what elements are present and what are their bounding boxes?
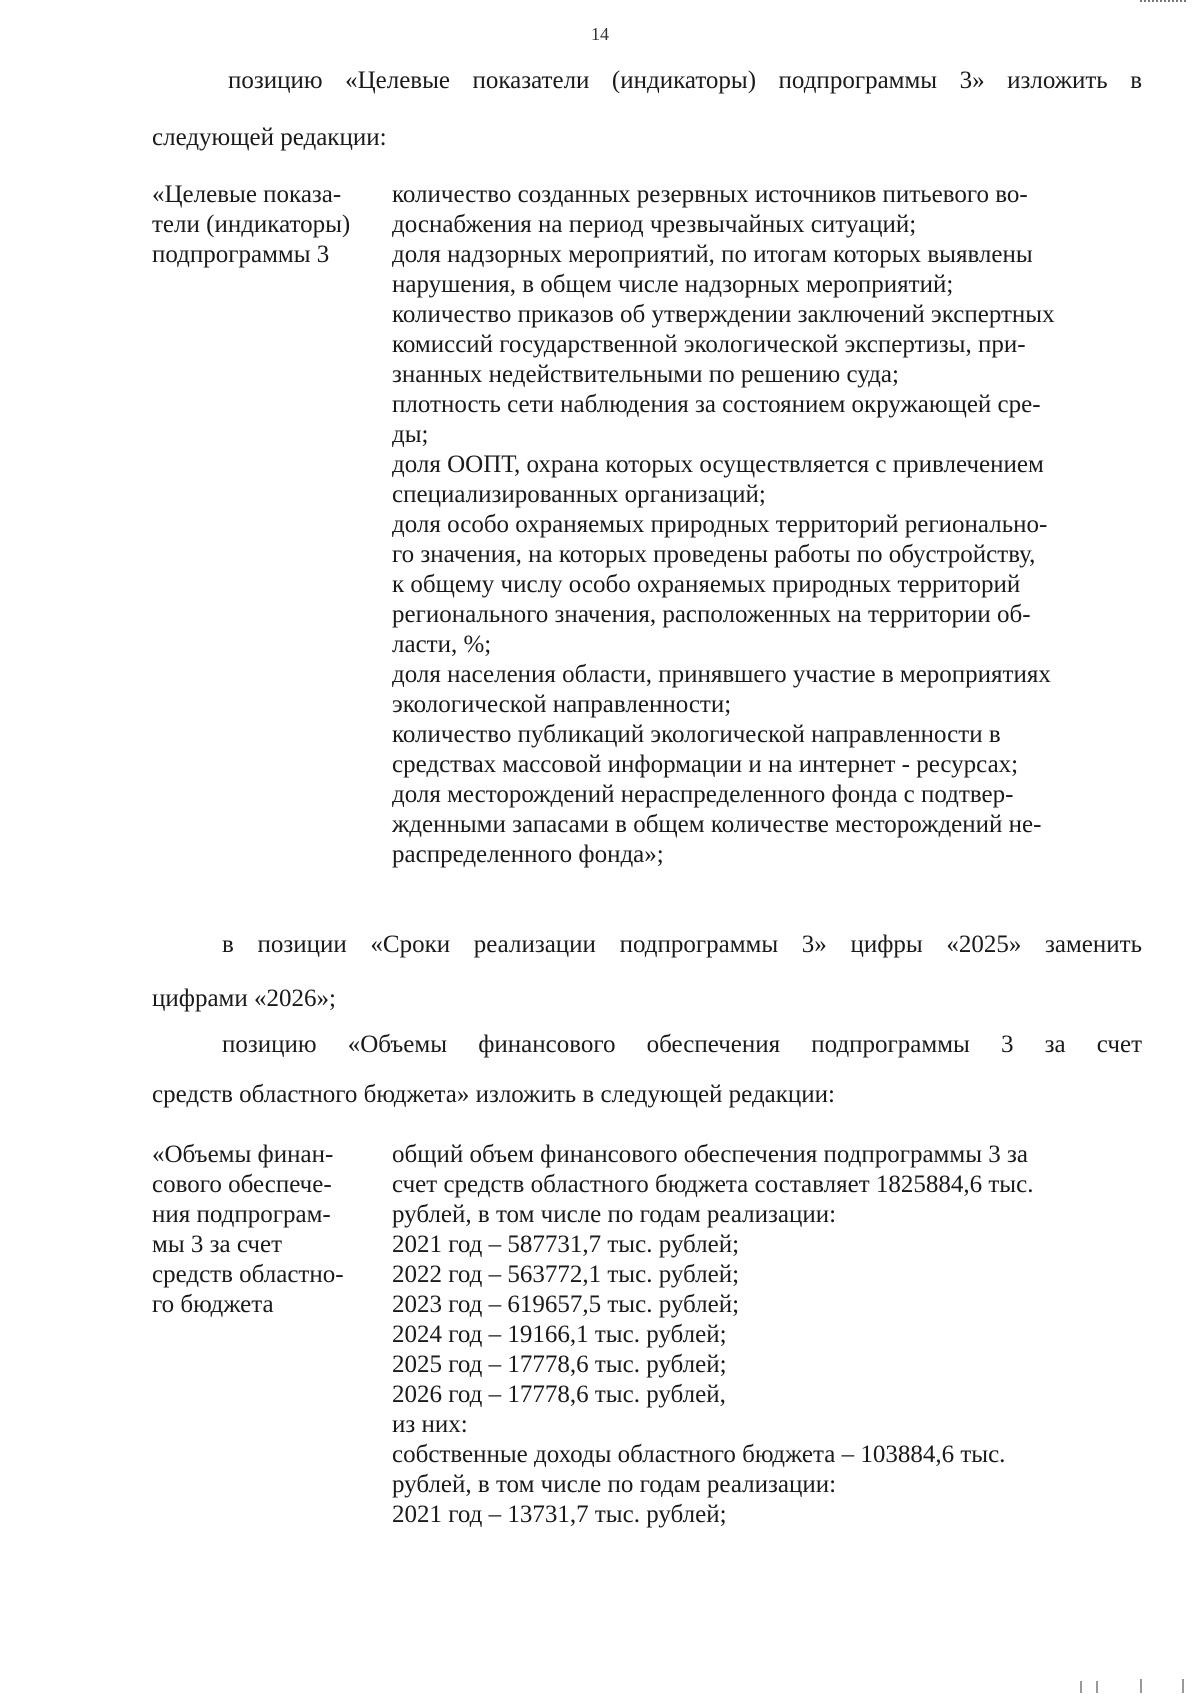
financing-value-line: рублей, в том числе по годам реализации:: [392, 1201, 837, 1228]
financing-value-line: 2021 год – 587731,7 тыс. рублей;: [392, 1231, 740, 1258]
indicators-value-line: средствах массовой информации и на интернет - ресурсах;: [392, 751, 1019, 778]
indicators-value-line: го значения, на которых проведены работы по обустройству,: [392, 541, 1036, 568]
indicators-value-line: плотность сети наблюдения за состоянием окружающей сре-: [392, 391, 1041, 418]
paragraph-3-line-2: средств областного бюджета» изложить в следующей редакции:: [152, 1081, 835, 1108]
financing-label-line: сового обеспече-: [152, 1171, 332, 1198]
indicators-value-line: доля особо охраняемых природных территорий регионально-: [392, 511, 1048, 538]
financing-label-line: средств областно-: [152, 1261, 344, 1288]
indicators-value-line: количество публикаций экологической направленности в: [392, 721, 1001, 748]
financing-value-line: собственные доходы областного бюджета – 103884,6 тыс.: [392, 1441, 1006, 1468]
indicators-value-line: ласти, %;: [392, 631, 492, 658]
financing-value-line: счет средств областного бюджета составляет 1825884,6 тыс.: [392, 1171, 1034, 1198]
financing-value-line: рублей, в том числе по годам реализации:: [392, 1471, 837, 1498]
financing-value-line: общий объем финансового обеспечения подпрограммы 3 за: [392, 1141, 1028, 1168]
financing-value-line: 2024 год – 19166,1 тыс. рублей;: [392, 1321, 727, 1348]
financing-label-line: «Объемы финан-: [152, 1141, 334, 1168]
indicators-value-line: знанных недействительными по решению суда;: [392, 361, 899, 388]
scan-edge-mark-top: [1140, 0, 1186, 6]
indicators-value-line: доля ООПТ, охрана которых осуществляется с привлечением: [392, 451, 1044, 478]
financing-value-line: 2026 год – 17778,6 тыс. рублей,: [392, 1381, 726, 1408]
financing-value-line: 2023 год – 619657,5 тыс. рублей;: [392, 1291, 740, 1318]
paragraph-2-line-2: цифрами «2026»;: [152, 985, 336, 1012]
financing-value-line: из них:: [392, 1411, 468, 1438]
indicators-label-line: подпрограммы 3: [152, 241, 330, 268]
financing-label-line: го бюджета: [152, 1291, 274, 1318]
indicators-value-line: к общему числу особо охраняемых природных территорий: [392, 571, 1021, 598]
indicators-value-line: доля надзорных мероприятий, по итогам которых выявлены: [392, 241, 1033, 268]
indicators-value-line: ды;: [392, 421, 429, 448]
indicators-label-line: тели (индикаторы): [152, 211, 351, 238]
indicators-value-line: доснабжения на период чрезвычайных ситуаций;: [392, 211, 917, 238]
indicators-value-line: количество приказов об утверждении заключений экспертных: [392, 301, 1055, 328]
indicators-label-line: «Целевые показа-: [152, 181, 342, 208]
financing-label-line: ния подпрограм-: [152, 1201, 331, 1228]
paragraph-2-line-1: в позиции «Сроки реализации подпрограммы 3» цифры «2025» заменить: [222, 931, 1142, 958]
paragraph-1-line-2: следующей редакции:: [152, 124, 387, 151]
page-number: 14: [591, 24, 609, 44]
scan-edge-mark-bottom-right: [1140, 1679, 1184, 1693]
indicators-value-line: экологической направленности;: [392, 691, 732, 718]
financing-value-line: 2022 год – 563772,1 тыс. рублей;: [392, 1261, 740, 1288]
indicators-value-line: специализированных организаций;: [392, 481, 766, 508]
indicators-value-line: количество созданных резервных источников питьевого во-: [392, 181, 1028, 208]
paragraph-3-line-1: позицию «Объемы финансового обеспечения подпрограммы 3 за счет: [222, 1031, 1142, 1058]
indicators-value-line: доля месторождений нераспределенного фонда с подтвер-: [392, 781, 1014, 808]
indicators-value-line: распределенного фонда»;: [392, 841, 664, 868]
financing-label-line: мы 3 за счет: [152, 1231, 283, 1258]
scan-edge-mark-bottom: [1080, 1681, 1098, 1693]
indicators-value-line: нарушения, в общем числе надзорных мероприятий;: [392, 271, 954, 298]
financing-value-line: 2025 год – 17778,6 тыс. рублей;: [392, 1351, 727, 1378]
indicators-value-line: комиссий государственной экологической экспертизы, при-: [392, 331, 1026, 358]
financing-value-line: 2021 год – 13731,7 тыс. рублей;: [392, 1501, 727, 1528]
paragraph-1-line-1: позицию «Целевые показатели (индикаторы) подпрограммы 3» изложить в: [228, 67, 1142, 94]
indicators-value-line: жденными запасами в общем количестве месторождений не-: [392, 811, 1042, 838]
indicators-value-line: доля населения области, принявшего участие в мероприятиях: [392, 661, 1051, 688]
indicators-value-line: регионального значения, расположенных на территории об-: [392, 601, 1031, 628]
